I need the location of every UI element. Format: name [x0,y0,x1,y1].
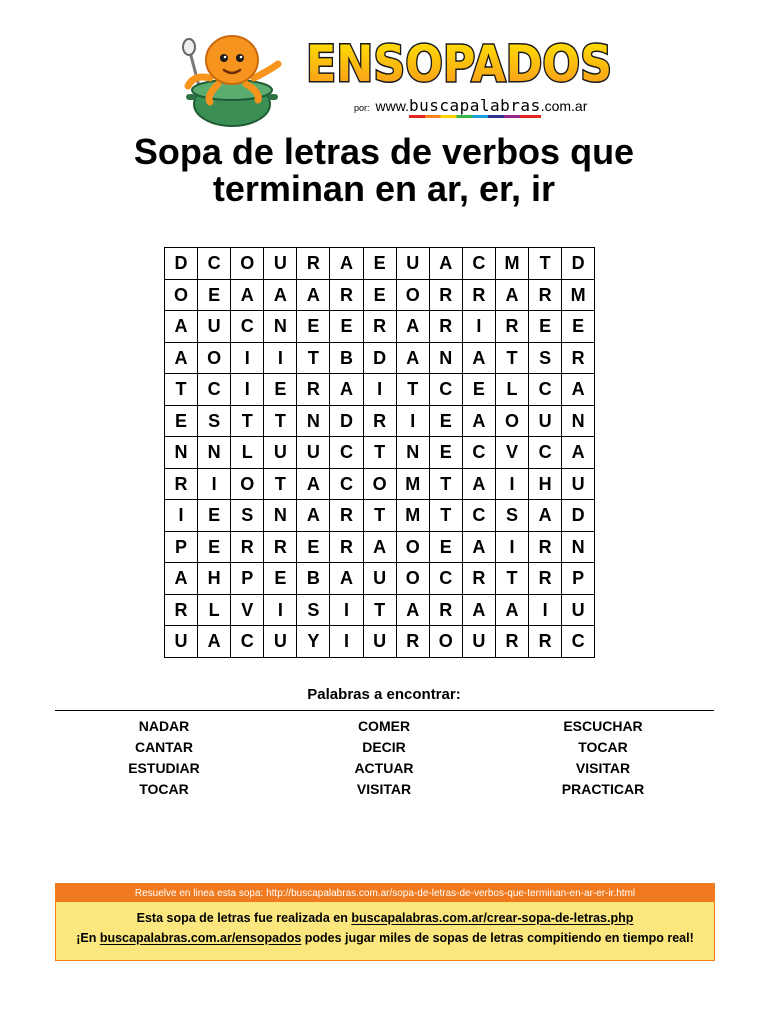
grid-cell: E [363,248,396,280]
grid-cell: R [231,531,264,563]
grid-cell: A [264,279,297,311]
grid-cell: L [198,594,231,626]
grid-cell: C [462,248,495,280]
grid-cell: A [495,594,528,626]
grid-cell: A [165,342,198,374]
grid-row [165,248,595,280]
grid-cell: O [396,563,429,595]
grid-cell: R [363,311,396,343]
grid-cell: H [529,468,562,500]
grid-cell: C [429,374,462,406]
grid-cell: C [562,626,595,658]
grid-cell: O [165,279,198,311]
grid-cell: I [495,531,528,563]
grid-cell: A [562,374,595,406]
grid-row [165,468,595,500]
grid-cell: C [429,563,462,595]
grid-cell: A [462,405,495,437]
word-item: NADAR [138,718,190,734]
words-heading: Palabras a encontrar: [307,686,461,703]
grid-cell: A [429,248,462,280]
grid-cell: O [231,248,264,280]
grid-row [165,594,595,626]
grid-row [165,342,595,374]
grid-cell: C [330,468,363,500]
grid-cell: R [330,531,363,563]
grid-cell: C [231,626,264,658]
grid-cell: C [529,437,562,469]
grid-cell: R [462,279,495,311]
grid-cell: E [165,405,198,437]
create-puzzle-link[interactable]: buscapalabras.com.ar/crear-sopa-de-letras.php [351,911,634,925]
letter-grid [164,247,595,658]
grid-cell: R [297,374,330,406]
grid-cell: A [297,279,330,311]
grid-cell: R [462,563,495,595]
word-item: DECIR [362,739,406,755]
grid-cell: D [165,248,198,280]
grid-cell: U [562,468,595,500]
grid-cell: T [363,500,396,532]
grid-cell: N [562,405,595,437]
grid-cell: S [297,594,330,626]
grid-cell: A [396,594,429,626]
grid-cell: M [396,468,429,500]
grid-cell: C [462,500,495,532]
grid-cell: A [462,342,495,374]
grid-cell: N [396,437,429,469]
grid-cell: E [529,311,562,343]
footer-line-2-prefix: ¡En [76,931,100,945]
grid-cell: I [495,468,528,500]
grid-cell: I [396,405,429,437]
grid-cell: U [198,311,231,343]
grid-cell: R [429,279,462,311]
grid-row [165,311,595,343]
word-item: TOCAR [139,781,189,797]
word-item: CANTAR [134,739,194,755]
grid-cell: R [429,311,462,343]
grid-cell: A [495,279,528,311]
word-column-3 [493,716,713,800]
grid-cell: R [529,531,562,563]
word-item: VISITAR [356,781,412,797]
grid-cell: A [462,468,495,500]
word-item: COMER [357,718,411,734]
grid-cell: U [264,437,297,469]
grid-cell: A [462,594,495,626]
footer-line-1-text: Esta sopa de letras fue realizada en [136,911,352,925]
page-title-line-1: Sopa de letras de verbos que [133,131,635,172]
grid-cell: E [264,374,297,406]
grid-cell: V [495,437,528,469]
grid-cell: P [165,531,198,563]
grid-cell: D [562,500,595,532]
grid-cell: I [198,468,231,500]
grid-cell: C [231,311,264,343]
grid-cell: P [231,563,264,595]
grid-cell: E [198,279,231,311]
grid-cell: T [396,374,429,406]
grid-cell: E [198,500,231,532]
grid-cell: T [297,342,330,374]
grid-cell: I [264,342,297,374]
grid-cell: R [165,594,198,626]
grid-cell: A [165,563,198,595]
grid-cell: T [165,374,198,406]
grid-cell: S [529,342,562,374]
grid-cell: T [363,437,396,469]
grid-cell: R [529,279,562,311]
grid-cell: A [297,500,330,532]
words-divider [55,710,714,711]
grid-cell: M [396,500,429,532]
grid-cell: T [429,500,462,532]
byline-www: www. [375,98,409,114]
grid-row [165,531,595,563]
grid-cell: A [396,342,429,374]
grid-cell: N [297,405,330,437]
grid-cell: V [231,594,264,626]
grid-row [165,563,595,595]
grid-cell: R [429,594,462,626]
grid-cell: C [330,437,363,469]
ensopados-link[interactable]: buscapalabras.com.ar/ensopados [99,931,302,945]
grid-cell: B [297,563,330,595]
byline [354,96,587,115]
grid-cell: N [198,437,231,469]
grid-cell: U [297,437,330,469]
grid-cell: I [231,374,264,406]
word-column-1 [54,716,274,800]
grid-cell: U [529,405,562,437]
grid-cell: R [330,279,363,311]
grid-cell: E [429,437,462,469]
grid-cell: U [396,248,429,280]
grid-cell: I [264,594,297,626]
grid-cell: E [264,563,297,595]
grid-cell: U [264,626,297,658]
grid-cell: T [529,248,562,280]
grid-cell: U [462,626,495,658]
footer-box [55,883,715,961]
grid-cell: O [231,468,264,500]
grid-cell: U [562,594,595,626]
grid-cell: R [396,626,429,658]
grid-cell: I [330,626,363,658]
footer-line-2-suffix: podes jugar miles de sopas de letras compitiendo en tiempo real! [301,931,694,945]
grid-cell: C [462,437,495,469]
grid-cell: E [198,531,231,563]
grid-cell: R [562,342,595,374]
grid-cell: M [495,248,528,280]
grid-cell: A [198,626,231,658]
grid-cell: I [165,500,198,532]
grid-cell: A [396,311,429,343]
grid-cell: M [562,279,595,311]
grid-cell: I [529,594,562,626]
grid-cell: Y [297,626,330,658]
word-item: TOCAR [578,739,628,755]
grid-cell: O [429,626,462,658]
grid-row [165,374,595,406]
grid-cell: T [363,594,396,626]
grid-cell: S [495,500,528,532]
grid-cell: A [330,248,363,280]
grid-cell: O [198,342,231,374]
grid-cell: D [330,405,363,437]
grid-cell: E [562,311,595,343]
octopus-mascot-icon [180,30,285,128]
footer-line-2 [56,931,714,945]
grid-cell: E [330,311,363,343]
grid-cell: U [363,626,396,658]
grid-cell: L [231,437,264,469]
grid-cell: I [231,342,264,374]
grid-cell: T [495,342,528,374]
grid-cell: O [363,468,396,500]
ensopados-logo [300,34,618,94]
grid-cell: H [198,563,231,595]
grid-cell: E [297,531,330,563]
footer-line-1 [56,911,714,925]
grid-cell: R [330,500,363,532]
grid-cell: E [429,531,462,563]
logo-text: ENSOPADOS [306,35,612,93]
grid-cell: E [462,374,495,406]
byline-por: por: [354,103,370,113]
grid-cell: I [462,311,495,343]
grid-cell: A [330,563,363,595]
grid-cell: S [198,405,231,437]
word-item: ESTUDIAR [128,760,200,776]
grid-cell: O [495,405,528,437]
word-item: PRACTICAR [561,781,645,797]
grid-cell: D [562,248,595,280]
word-column-2 [274,716,494,800]
grid-row [165,279,595,311]
grid-row [165,405,595,437]
word-item: ESCUCHAR [563,718,643,734]
grid-cell: B [330,342,363,374]
grid-cell: A [165,311,198,343]
byline-brand: buscapalabras [408,96,541,115]
grid-cell: O [396,279,429,311]
grid-cell: P [562,563,595,595]
grid-cell: T [264,468,297,500]
grid-cell: N [264,500,297,532]
grid-cell: R [495,626,528,658]
grid-cell: E [363,279,396,311]
grid-cell: S [231,500,264,532]
grid-cell: R [264,531,297,563]
grid-cell: A [297,468,330,500]
grid-cell: A [529,500,562,532]
grid-row [165,626,595,658]
grid-cell: R [495,311,528,343]
grid-cell: R [297,248,330,280]
grid-cell: R [165,468,198,500]
byline-tld: .com.ar [540,98,588,114]
word-item: VISITAR [575,760,631,776]
grid-cell: R [529,563,562,595]
grid-cell: N [165,437,198,469]
grid-cell: N [264,311,297,343]
grid-row [165,500,595,532]
grid-cell: R [363,405,396,437]
grid-cell: T [429,468,462,500]
grid-cell: I [363,374,396,406]
grid-cell: N [429,342,462,374]
grid-cell: A [562,437,595,469]
grid-cell: D [363,342,396,374]
grid-cell: T [495,563,528,595]
grid-cell: E [297,311,330,343]
grid-cell: U [165,626,198,658]
grid-cell: C [529,374,562,406]
grid-cell: T [264,405,297,437]
grid-cell: C [198,374,231,406]
grid-cell: T [231,405,264,437]
word-item: ACTUAR [354,760,414,776]
grid-cell: R [529,626,562,658]
grid-cell: O [396,531,429,563]
grid-cell: C [198,248,231,280]
grid-cell: N [562,531,595,563]
grid-cell: A [330,374,363,406]
grid-cell: A [462,531,495,563]
page-title-line-2: terminan en ar, er, ir [212,168,556,209]
footer-url-link[interactable]: Resuelve en linea esta sopa: http://buscapalabras.com.ar/sopa-de-letras-de-verbos-que-terminan-en-ar-er-ir.html [56,884,714,902]
page-title [0,133,768,207]
grid-cell: E [429,405,462,437]
grid-cell: L [495,374,528,406]
grid-cell: I [330,594,363,626]
grid-cell: A [231,279,264,311]
grid-cell: U [264,248,297,280]
grid-cell: A [363,531,396,563]
grid-cell: U [363,563,396,595]
grid-row [165,437,595,469]
